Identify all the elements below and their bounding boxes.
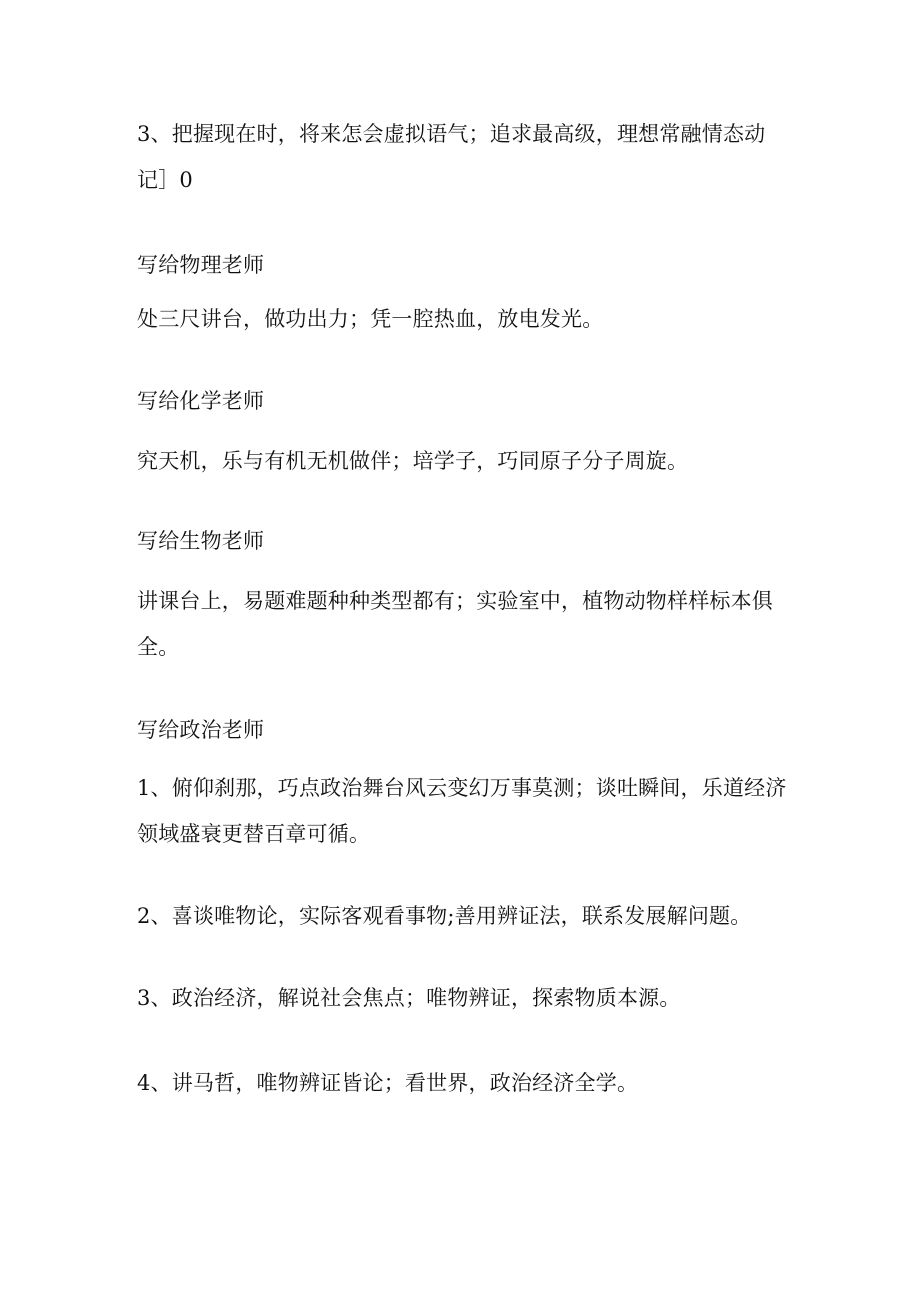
paragraph-politics-couplet-1: 1、俯仰刹那，巧点政治舞台风云变幻万事莫测；谈吐瞬间，乐道经济领域盛衰更替百章可循。 [137,776,787,846]
heading-biology-teacher: 写给生物老师 [137,529,265,553]
paragraph-physics-couplet: 处三尺讲台，做功出力；凭一腔热血，放电发光。 [137,307,604,331]
paragraph-chemistry-couplet: 究天机，乐与有机无机做伴；培学子，巧同原子分子周旋。 [137,449,689,473]
heading-chemistry-teacher: 写给化学老师 [137,389,265,413]
paragraph-politics-couplet-4: 4、讲马哲，唯物辨证皆论；看世界，政治经济全学。 [137,1071,639,1095]
heading-politics-teacher: 写给政治老师 [137,718,265,742]
paragraph-biology-couplet: 讲课台上，易题难题种种类型都有；实验室中，植物动物样样标本俱全。 [137,589,773,659]
paragraph-english-couplet-3: 3、把握现在时，将来怎会虚拟语气；追求最高级，理想常融情态动记］0 [137,122,766,192]
heading-physics-teacher: 写给物理老师 [137,253,265,277]
paragraph-politics-couplet-2: 2、喜谈唯物论，实际客观看事物;善用辨证法，联系发展解问题。 [137,904,752,928]
paragraph-politics-couplet-3: 3、政治经济，解说社会焦点；唯物辨证，探索物质本源。 [137,986,681,1010]
